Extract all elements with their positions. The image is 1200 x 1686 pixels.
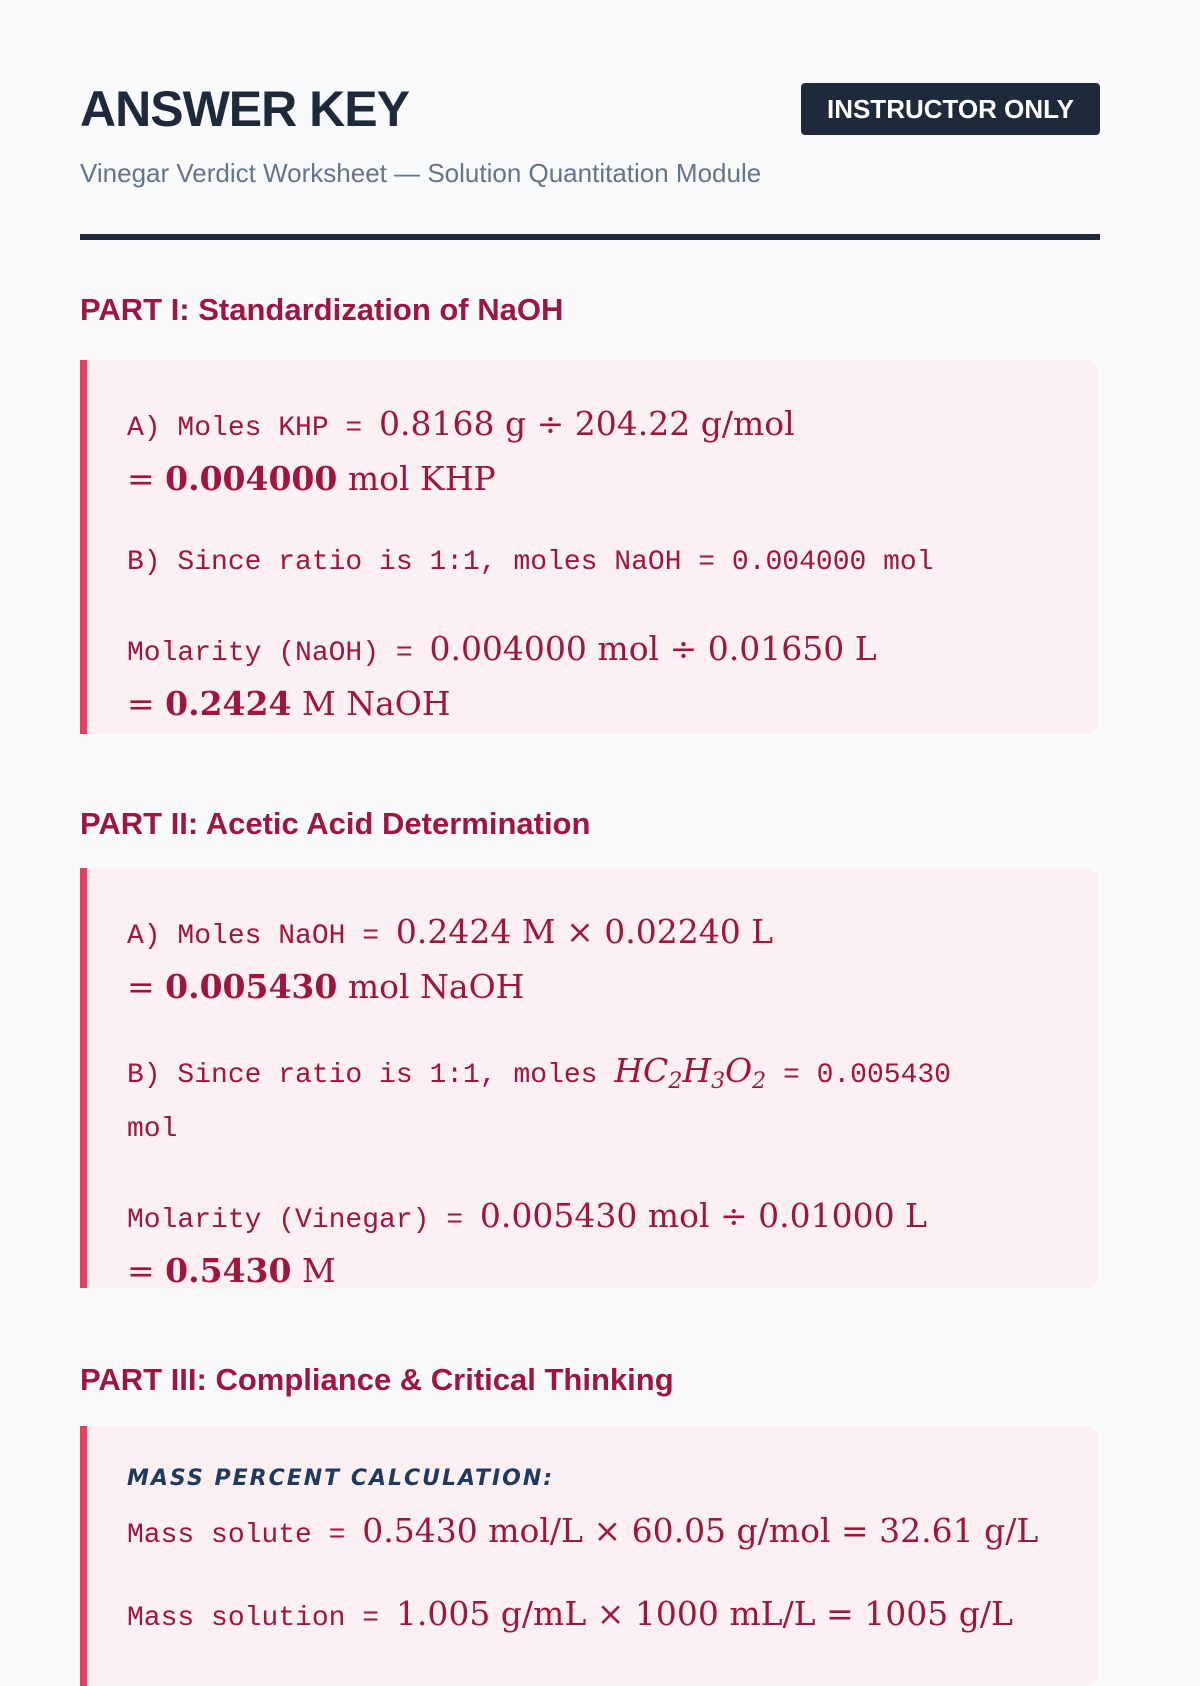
- page-subtitle: Vinegar Verdict Worksheet — Solution Quantitation Module: [80, 158, 762, 188]
- part-2-step-a: [127, 908, 1058, 1011]
- part-2-a-unit: mol NaOH: [337, 967, 525, 1006]
- header-divider: [80, 234, 1100, 240]
- part-2-c-equals: =: [127, 1251, 166, 1290]
- part-1-a-equals: =: [127, 459, 166, 498]
- part-2-a-expression: 0.2424 M × 0.02240 L: [395, 912, 774, 951]
- instructor-only-badge: INSTRUCTOR ONLY: [801, 83, 1100, 135]
- mass-solute-line: [127, 1507, 1058, 1562]
- mass-solute-expression: 0.5430 mol/L × 60.05 g/mol = 32.61 g/L: [362, 1511, 1039, 1550]
- part-1-c-label: Molarity (NaOH) =: [127, 638, 430, 669]
- part-2-a-result: 0.005430: [165, 967, 338, 1006]
- part-2-step-b: [127, 1047, 1058, 1156]
- part-1-a-label: A) Moles KHP =: [127, 413, 380, 444]
- part-1-c-unit: M NaOH: [291, 684, 451, 723]
- part-2-c-result: 0.5430: [165, 1251, 292, 1290]
- part-1-solution-box: [80, 360, 1098, 734]
- part-2-c-unit: M: [291, 1251, 336, 1290]
- part-2-b-label: B) Since ratio is 1:1, moles: [127, 1060, 615, 1091]
- part-1-molarity: [127, 625, 1058, 728]
- part-2-a-label: A) Moles NaOH =: [127, 921, 396, 952]
- part-2-a-equals: =: [127, 967, 166, 1006]
- part-1-a-expression: 0.8168 g ÷ 204.22 g/mol: [379, 404, 795, 443]
- part-2-b-value: = 0.005430: [766, 1060, 951, 1091]
- part-1-c-expression: 0.004000 mol ÷ 0.01650 L: [429, 629, 877, 668]
- acetic-acid-formula: $HC_2H_3O_2$: [614, 1051, 767, 1094]
- mass-solution-line: [127, 1590, 1058, 1645]
- part-1-step-a: [127, 400, 1058, 503]
- part-2-b-unit: mol: [127, 1114, 178, 1145]
- part-2-molarity: [127, 1192, 1058, 1295]
- mass-solution-expression: 1.005 g/mL × 1000 mL/L = 1005 g/L: [395, 1594, 1013, 1633]
- part-2-c-expression: 0.005430 mol ÷ 0.01000 L: [479, 1196, 928, 1235]
- mass-solute-label: Mass solute =: [127, 1520, 363, 1551]
- part-2-heading: PART II: Acetic Acid Determination: [80, 806, 591, 841]
- part-2-c-label: Molarity (Vinegar) =: [127, 1205, 480, 1236]
- part-1-step-b: [127, 539, 1058, 589]
- answer-key-page: [0, 0, 1200, 236]
- part-1-a-result: 0.004000: [165, 459, 338, 498]
- part-1-c-equals: =: [127, 684, 166, 723]
- part-2-solution-box: [80, 868, 1098, 1288]
- mass-percent-label: MASS PERCENT CALCULATION:: [127, 1466, 555, 1491]
- page-title: ANSWER KEY: [80, 81, 409, 137]
- part-1-heading: PART I: Standardization of NaOH: [80, 292, 564, 327]
- part-1-b-text: B) Since ratio is 1:1, moles NaOH = 0.004000 mol: [127, 547, 934, 578]
- part-3-heading: PART III: Compliance & Critical Thinking: [80, 1362, 674, 1397]
- part-1-c-result: 0.2424: [165, 684, 292, 723]
- mass-solution-label: Mass solution =: [127, 1603, 396, 1634]
- part-1-a-unit: mol KHP: [337, 459, 496, 498]
- part-3-solution-box: [80, 1426, 1098, 1686]
- header: [80, 0, 1100, 236]
